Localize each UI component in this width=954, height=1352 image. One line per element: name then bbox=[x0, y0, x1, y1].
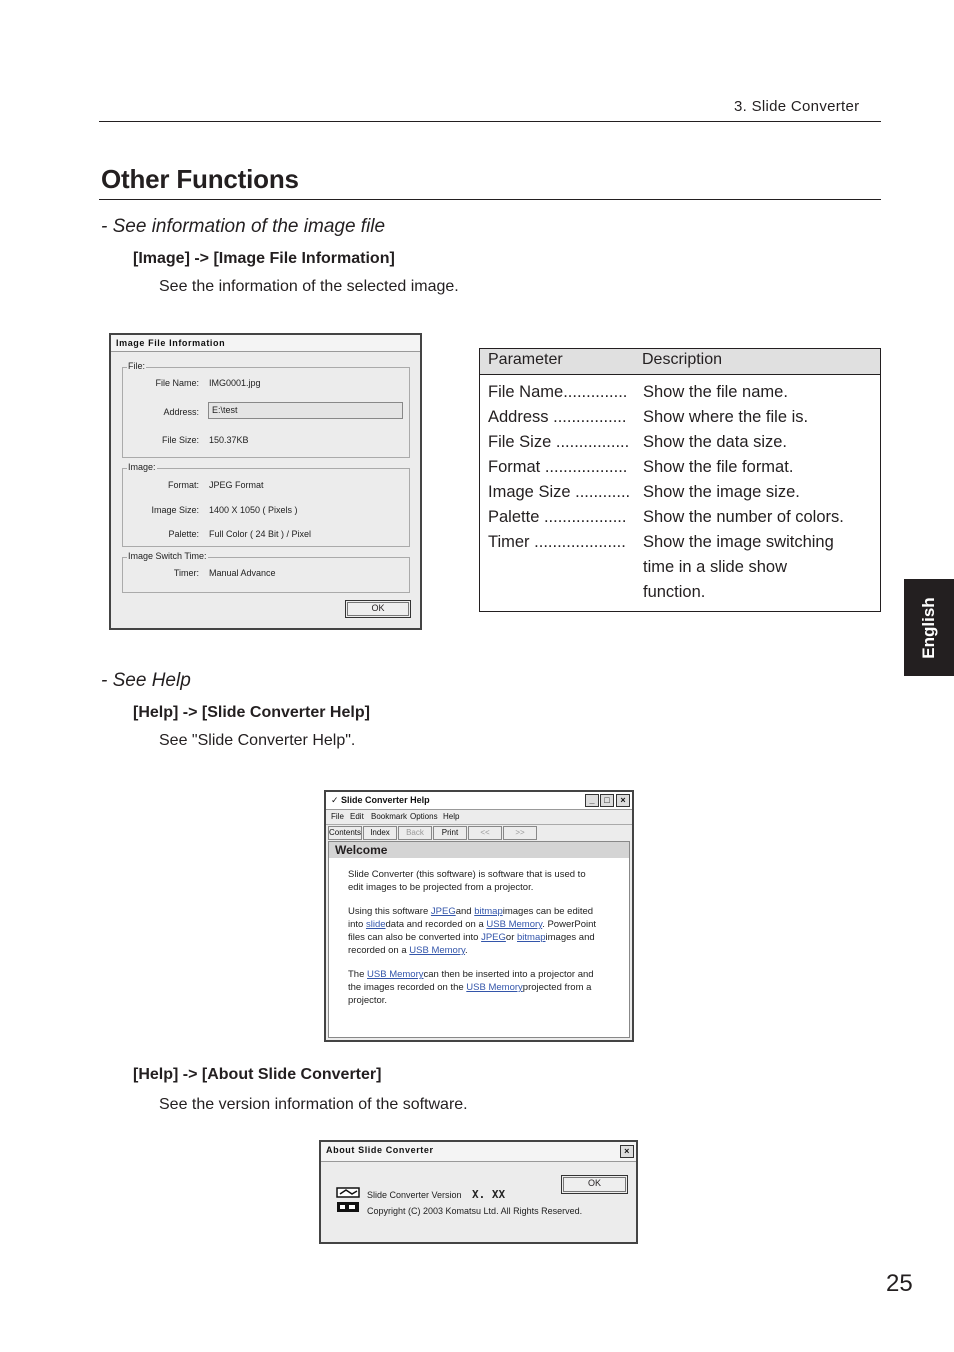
file-size-label: File Size: bbox=[161, 435, 199, 445]
table-row-parameter: Address ................ bbox=[488, 408, 627, 426]
about-menu-path: [Help] -> [About Slide Converter] bbox=[133, 1066, 382, 1083]
image-size-value: 1400 X 1050 ( Pixels ) bbox=[209, 505, 298, 515]
toolbar-back[interactable]: Back bbox=[398, 826, 432, 840]
table-row-description: Show the file name. bbox=[643, 383, 788, 401]
help-toolbar bbox=[328, 826, 632, 840]
help-paragraph-2: Using this software JPEGand bitmapimages can be edited into slidedata and recorded on a USB Memory. PowerPoint files can also be converted into JPEGor bitmapimages and recorded on a USB Memory. bbox=[348, 906, 597, 956]
file-size-value: 150.37KB bbox=[209, 435, 249, 445]
link-usb-memory-4[interactable]: USB Memory bbox=[466, 982, 523, 993]
image-group bbox=[122, 462, 410, 547]
toolbar-print[interactable]: Print bbox=[433, 826, 467, 840]
title-rule bbox=[99, 199, 881, 200]
header-parameter: Parameter bbox=[488, 351, 563, 368]
help-menu-bar bbox=[326, 810, 632, 825]
help-heading: Welcome bbox=[329, 842, 629, 858]
about-title-bar bbox=[321, 1142, 636, 1162]
file-name-value: IMG0001.jpg bbox=[209, 378, 261, 388]
image-file-information-dialog bbox=[109, 333, 422, 630]
address-field[interactable]: E:\test bbox=[208, 402, 403, 419]
timer-desc-line2: time in a slide show bbox=[643, 558, 787, 576]
table-row-description: Show the image size. bbox=[643, 483, 800, 501]
switch-group-label: Image Switch Time: bbox=[128, 551, 207, 561]
link-usb-memory[interactable]: USB Memory bbox=[486, 919, 543, 930]
running-head: 3. Slide Converter bbox=[734, 98, 860, 115]
table-row-parameter: File Name.............. bbox=[488, 383, 628, 401]
timer-label: Timer: bbox=[173, 568, 199, 578]
header-rule bbox=[99, 121, 881, 122]
about-slide-converter-dialog bbox=[319, 1140, 638, 1244]
help-title-bar bbox=[326, 792, 632, 810]
toolbar-contents[interactable]: Contents bbox=[328, 826, 362, 840]
section-help-heading: - See Help bbox=[101, 670, 191, 691]
table-row-description: Show the image switching bbox=[643, 533, 834, 551]
help-description: See "Slide Converter Help". bbox=[159, 732, 356, 749]
table-row-description: Show the data size. bbox=[643, 433, 788, 451]
app-logo-icon bbox=[336, 1186, 362, 1214]
link-usb-memory-2[interactable]: USB Memory bbox=[409, 945, 466, 956]
palette-value: Full Color ( 24 Bit ) / Pixel bbox=[209, 529, 312, 539]
about-close-icon[interactable]: × bbox=[620, 1145, 634, 1158]
minimize-icon[interactable]: _ bbox=[585, 794, 599, 807]
menu-bookmark[interactable]: Bookmark bbox=[371, 812, 408, 821]
close-icon[interactable]: × bbox=[616, 794, 630, 807]
table-row-parameter: Palette .................. bbox=[488, 508, 627, 526]
format-value: JPEG Format bbox=[209, 480, 264, 490]
menu-file[interactable]: File bbox=[331, 812, 344, 821]
version-label: Slide Converter Version bbox=[367, 1190, 462, 1200]
about-ok-button[interactable]: OK bbox=[561, 1175, 628, 1194]
page-number: 25 bbox=[886, 1270, 913, 1297]
language-tab-label: English bbox=[919, 596, 938, 659]
table-row-parameter: Timer .................... bbox=[488, 533, 626, 551]
address-label: Address: bbox=[163, 407, 199, 417]
ok-button[interactable]: OK bbox=[345, 600, 411, 618]
image-switch-time-group bbox=[122, 551, 410, 593]
toolbar-prev[interactable]: << bbox=[468, 826, 502, 840]
about-description: See the version information of the software. bbox=[159, 1096, 468, 1113]
table-header bbox=[480, 349, 880, 375]
table-row-parameter: File Size ................ bbox=[488, 433, 630, 451]
file-name-label: File Name: bbox=[155, 378, 199, 388]
help-app-icon: ✓ bbox=[331, 795, 342, 805]
table-row-parameter: Format .................. bbox=[488, 458, 628, 476]
image-info-menu-path: [Image] -> [Image File Information] bbox=[133, 250, 395, 267]
header-description: Description bbox=[642, 351, 723, 368]
language-tab bbox=[904, 579, 954, 676]
image-size-label: Image Size: bbox=[151, 505, 199, 515]
link-usb-memory-3[interactable]: USB Memory bbox=[367, 969, 424, 980]
menu-edit[interactable]: Edit bbox=[350, 812, 364, 821]
link-bitmap[interactable]: bitmap bbox=[474, 906, 503, 917]
palette-label: Palette: bbox=[168, 529, 199, 539]
table-row-parameter: Image Size ............ bbox=[488, 483, 631, 501]
menu-help[interactable]: Help bbox=[443, 812, 460, 821]
link-jpeg-2[interactable]: JPEG bbox=[481, 932, 506, 943]
copyright-text: Copyright (C) 2003 Komatsu Ltd. All Rights Reserved. bbox=[367, 1206, 583, 1216]
file-group-label: File: bbox=[128, 361, 146, 371]
timer-value: Manual Advance bbox=[209, 568, 276, 578]
table-row-description: Show the file format. bbox=[643, 458, 794, 476]
image-info-description: See the information of the selected image. bbox=[159, 278, 459, 295]
help-paragraph-3: The USB Memorycan then be inserted into a projector and the images recorded on the USB Memoryprojected from a projector. bbox=[348, 969, 594, 1006]
version-value: X. XX bbox=[472, 1188, 506, 1201]
file-group bbox=[122, 361, 410, 458]
image-group-label: Image: bbox=[128, 462, 156, 472]
timer-desc-line3: function. bbox=[643, 583, 706, 601]
help-menu-path: [Help] -> [Slide Converter Help] bbox=[133, 704, 370, 721]
help-content-pane bbox=[328, 841, 630, 1038]
about-dialog-title: About Slide Converter bbox=[326, 1145, 434, 1155]
format-label: Format: bbox=[167, 480, 199, 490]
help-paragraph-1: Slide Converter (this software) is software that is used to edit images to be projected from a projector. bbox=[348, 869, 586, 893]
dialog-title: Image File Information bbox=[111, 335, 420, 352]
toolbar-next[interactable]: >> bbox=[503, 826, 537, 840]
parameter-table bbox=[479, 348, 881, 612]
link-jpeg[interactable]: JPEG bbox=[430, 906, 456, 917]
slide-converter-help-window bbox=[324, 790, 634, 1042]
toolbar-index[interactable]: Index bbox=[363, 826, 397, 840]
maximize-icon[interactable]: □ bbox=[600, 794, 614, 807]
page-title: Other Functions bbox=[101, 164, 299, 194]
section-image-info-heading: - See information of the image file bbox=[101, 216, 386, 237]
menu-options[interactable]: Options bbox=[410, 812, 438, 821]
link-slide[interactable]: slide bbox=[365, 919, 386, 930]
link-bitmap-2[interactable]: bitmap bbox=[517, 932, 546, 943]
table-row-description: Show the number of colors. bbox=[643, 508, 844, 526]
help-window-title: Slide Converter Help bbox=[341, 795, 430, 805]
table-row-description: Show where the file is. bbox=[643, 408, 809, 426]
